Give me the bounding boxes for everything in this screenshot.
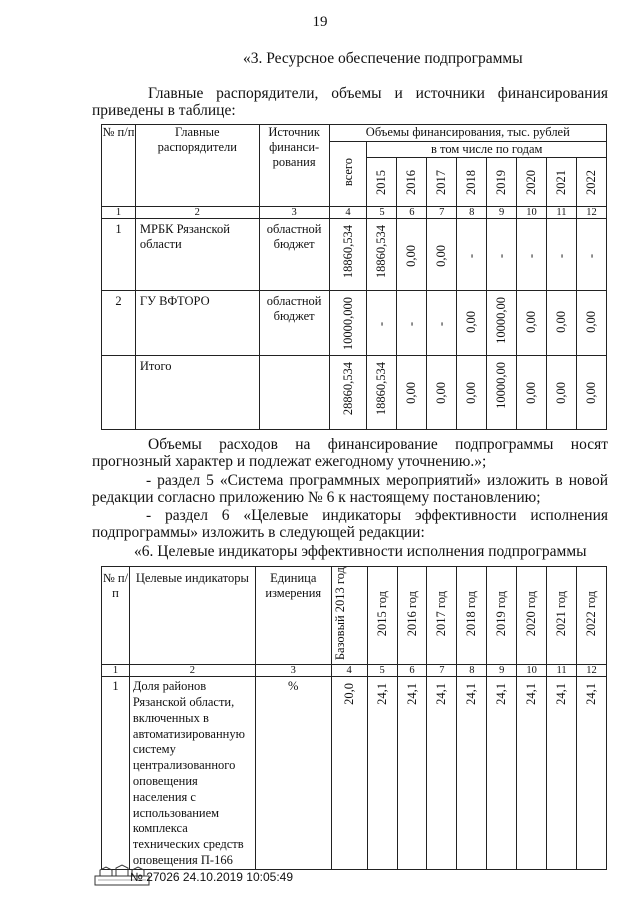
indicators-table — [101, 566, 607, 870]
t1-header-managers: Главные распорядители — [135, 125, 259, 207]
t2-colnum-row: 1 2 3 4 5 6 7 8 9 10 11 12 — [102, 665, 607, 677]
t1-year: 2022 — [584, 169, 599, 195]
para-section5-line2: редакции согласно приложению № 6 к настоящему постановлению; — [92, 489, 541, 506]
t1-header-source: Источник финанси-рования — [259, 125, 329, 207]
t2-header-base: Базовый 2013 год — [331, 567, 367, 665]
t2-year: 2019 год — [487, 567, 517, 665]
t2-header-indicators: Целевые индикаторы — [129, 567, 255, 665]
table-row: 1 Доля районов Рязанской области, включенных в автоматизированную систему централизованного оповещения населения с использованием комплекса технических средств оповещения П-166 % 20,0 24,1 24,1 24,1 24,1 24,1 24,1 24,1 24,1 — [102, 677, 607, 870]
registration-stamp: № 27026 24.10.2019 10:05:49 — [130, 870, 294, 884]
section6-heading: «6. Целевые индикаторы эффективности исполнения подпрограммы — [134, 543, 587, 560]
t1-year: 2020 — [524, 169, 539, 195]
para-section5-line1: - раздел 5 «Система программных мероприятий» изложить в новой — [146, 472, 608, 489]
t1-header-total: всего — [329, 142, 367, 207]
t2-year: 2022 год — [577, 567, 607, 665]
t1-header-num: № п/п — [102, 125, 136, 207]
t1-year: 2016 — [404, 169, 419, 195]
funding-table — [101, 124, 607, 430]
t2-indicator-text: Доля районов Рязанской области, включенных в автоматизированную систему централизованного оповещения населения с использованием комплекса технических средств оповещения П-166 — [129, 677, 255, 870]
t2-header-num: № п/п — [102, 567, 130, 665]
para-section6-line2: подпрограммы» изложить в следующей редакции: — [92, 524, 425, 541]
section3-intro-line2: приведены в таблице: — [92, 102, 236, 119]
para-forecast-line1: Объемы расходов на финансирование подпрограммы носят — [148, 436, 608, 453]
t1-year: 2018 — [464, 169, 479, 195]
t2-year: 2020 год — [517, 567, 547, 665]
table-row-total: Итого 28860,534 18860,534 0,00 0,00 0,00 10000,00 0,00 0,00 0,00 — [102, 356, 607, 430]
para-forecast-line2: прогнозный характер и подлежат ежегодному уточнению.»; — [92, 453, 487, 470]
t1-year: 2017 — [434, 169, 449, 195]
table-row: 2 ГУ ВФТОРО областной бюджет 10000,000 - - - 0,00 10000,00 0,00 0,00 0,00 — [102, 291, 607, 356]
section3-intro-line1: Главные распорядители, объемы и источники финансирования — [148, 85, 608, 102]
t2-year: 2018 год — [457, 567, 487, 665]
t1-header-volumes: Объемы финансирования, тыс. рублей — [329, 125, 606, 142]
t2-year: 2016 год — [397, 567, 427, 665]
t2-year: 2017 год — [427, 567, 457, 665]
t1-colnum-row: 1 2 3 4 5 6 7 8 9 10 11 12 — [102, 207, 607, 219]
t2-header-unit: Единица измерения — [255, 567, 331, 665]
t1-year: 2019 — [494, 169, 509, 195]
section3-heading: «3. Ресурсное обеспечение подпрограммы — [243, 50, 523, 67]
t2-year: 2015 год — [367, 567, 397, 665]
t1-header-including: в том числе по годам — [367, 142, 606, 158]
t2-year: 2021 год — [547, 567, 577, 665]
table-row: 1 МРБК Рязанской области областной бюджет 18860,534 18860,534 0,00 0,00 - - - - - — [102, 219, 607, 291]
t1-year: 2015 — [374, 169, 389, 195]
page-number: 19 — [312, 14, 328, 30]
t1-year: 2021 — [554, 169, 569, 195]
para-section6-line1: - раздел 6 «Целевые индикаторы эффективности исполнения — [146, 507, 608, 524]
